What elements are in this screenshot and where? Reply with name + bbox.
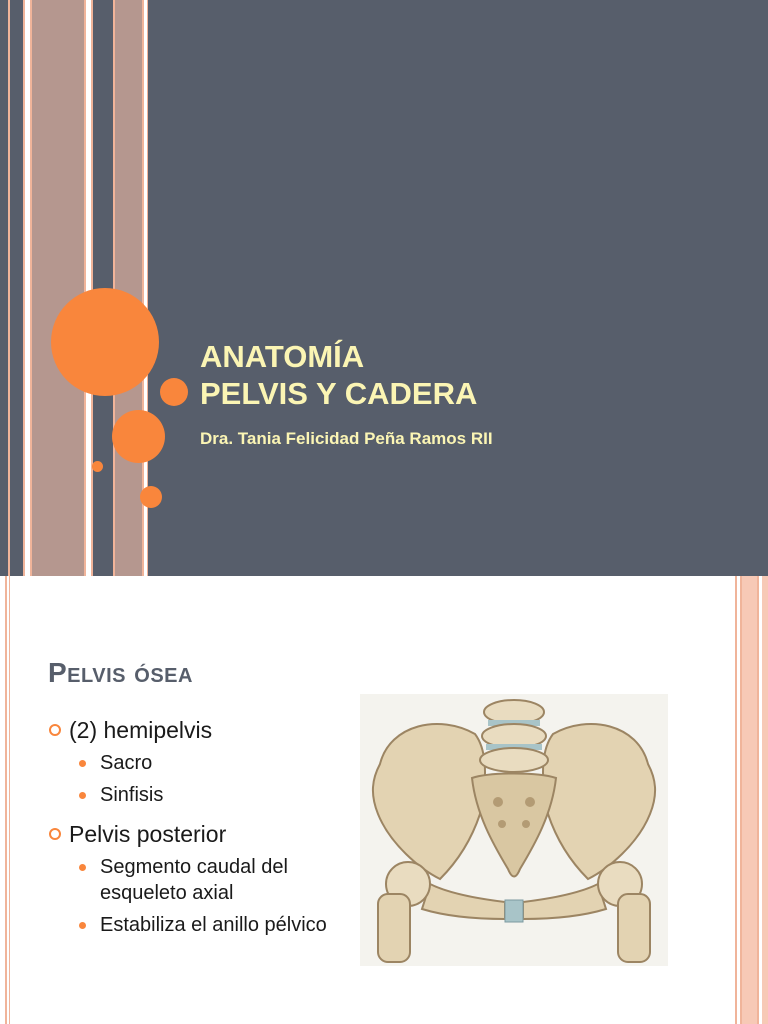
decor-stripe — [757, 576, 759, 1024]
decor-circle-small — [160, 378, 188, 406]
bullet-list — [48, 712, 338, 938]
vertebra — [480, 748, 548, 772]
slide-title — [200, 338, 740, 412]
sacral-foramen — [522, 820, 530, 828]
decor-stripe — [0, 0, 8, 576]
sub-bullet-item — [69, 854, 338, 906]
slide-subtitle: Dra. Tania Felicidad Peña Ramos RII — [200, 429, 493, 448]
sub-bullet-list — [69, 854, 338, 938]
slide-title-line1: ANATOMÍA — [200, 339, 365, 374]
bullet-text: (2) hemipelvis — [69, 717, 213, 743]
decor-stripe — [9, 576, 10, 1024]
decor-stripe — [32, 0, 84, 576]
ring-bullet-icon — [49, 828, 61, 840]
decor-stripe — [115, 0, 142, 576]
pubic-symphysis — [505, 900, 523, 922]
sub-bullet-item — [69, 782, 338, 808]
sub-bullet-item — [69, 750, 338, 776]
dot-bullet-icon — [79, 792, 86, 799]
decor-circle-tiny — [92, 461, 103, 472]
content-slide — [0, 576, 768, 1024]
decor-stripe — [742, 576, 757, 1024]
sacral-foramen — [493, 797, 503, 807]
dot-bullet-icon — [79, 864, 86, 871]
dot-bullet-icon — [79, 760, 86, 767]
ring-bullet-icon — [49, 724, 61, 736]
slide-heading: Pelvis ósea — [48, 657, 193, 688]
decor-stripe — [762, 576, 768, 1024]
decor-circle-large — [51, 288, 159, 396]
decor-stripe — [735, 576, 737, 1024]
sub-bullet-item — [69, 912, 338, 938]
slide-title-line2: PELVIS Y CADERA — [200, 376, 478, 411]
decor-circle-medium — [112, 410, 165, 463]
sub-bullet-text: Sinfisis — [100, 784, 164, 806]
bullet-text: Pelvis posterior — [69, 821, 227, 847]
sub-bullet-text: Segmento caudal del esqueleto axial — [100, 856, 288, 904]
sub-bullet-text: Estabiliza el anillo pélvico — [100, 914, 327, 936]
bullet-item — [48, 716, 338, 808]
sacral-foramen — [525, 797, 535, 807]
bullet-item — [48, 820, 338, 938]
decor-circle-small — [140, 486, 162, 508]
sacral-foramen — [498, 820, 506, 828]
sub-bullet-list — [69, 750, 338, 808]
right-femur — [618, 894, 650, 962]
decor-stripe — [10, 0, 23, 576]
decor-stripe — [5, 576, 7, 1024]
dot-bullet-icon — [79, 922, 86, 929]
sub-bullet-text: Sacro — [100, 752, 153, 774]
title-block — [200, 338, 740, 450]
left-femur — [378, 894, 410, 962]
pelvis-illustration — [360, 694, 668, 966]
